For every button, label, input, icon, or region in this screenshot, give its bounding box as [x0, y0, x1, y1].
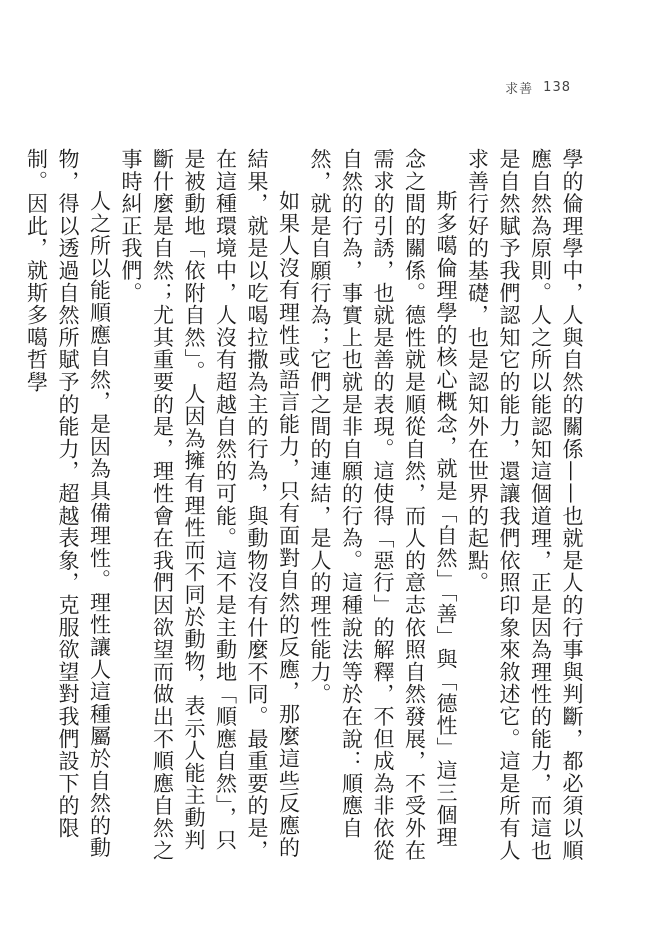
page-number: 138 [543, 80, 571, 95]
running-head [505, 78, 571, 97]
paragraph-continued: 學的倫理學中，人與自然的關係——也就是人的行事與判斷，都必須以順應自然為原則。人之所以能認知這個道理，正是因為理性的能力，而這也是自然賦予我們認知它的能力，還讓我們依照印象來敘述它。這是所有人求善行好的基礎，也是認知外在世界的起點。 [465, 148, 584, 862]
running-head-title: 求善 [505, 82, 534, 97]
paragraph: 人之所以能順應自然，是因為具備理性。理性讓人這種屬於自然的動物，得以透過自然所賦予的能力，超越表象，克服欲望對我們設下的限制。因此，就斯多噶哲學 [24, 148, 112, 859]
paragraph: 如果人沒有理性或語言能力，只有面對自然的反應，那麼這些反應的結果，就是以吃喝拉撒為主的行為，與動物沒有什麼不同。最重要的是，在這種環境中，人沒有超越自然的可能。這不是主動地「順應自然」，只是被動地「依附自然」。人因為擁有理性而不同於動物，表示人能主動判斷什麼是自然；尤其重要的是，理性會在我們因欲望而做出不順應自然之事時糾正我們。 [119, 148, 301, 862]
body-text [24, 148, 587, 868]
paragraph: 斯多噶倫理學的核心概念，就是「自然」「善」與「德性」這三個理念之間的關係。德性就是順從自然，而人的意志依照自然發展，不受外在需求的引誘，也就是善的表現。這使得「惡行」的解釋，不但成為非依從自然的行為，事實上也就是非自願的行為。這種說法等於在說：順應自然，就是自願行為；它們之間的連結，是人的理性能力。 [308, 148, 458, 862]
